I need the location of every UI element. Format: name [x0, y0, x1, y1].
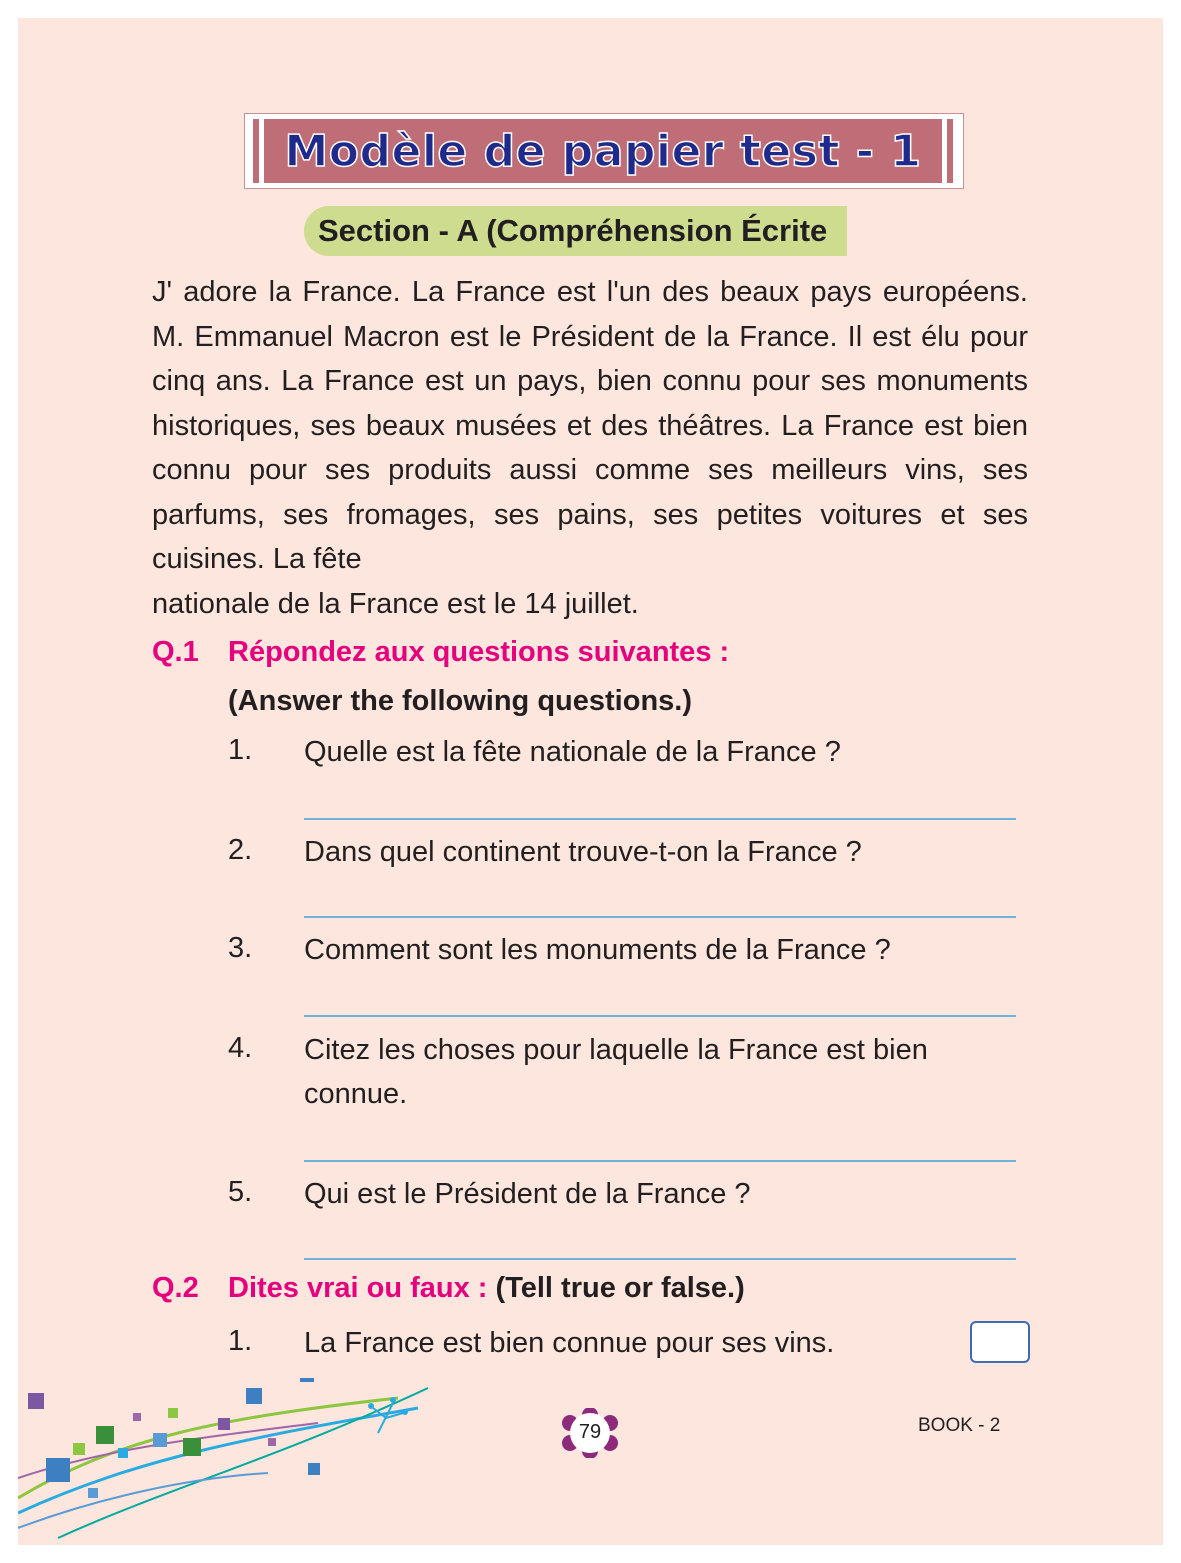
true-false-answer-box[interactable]	[970, 1321, 1030, 1363]
q1-item-text: Comment sont les monuments de la France ?	[304, 934, 891, 966]
q1-item-text: Dans quel continent trouve-t-on la France ?	[304, 836, 862, 868]
passage-text: J' adore la France. La France est l'un des beaux pays européens. M. Emmanuel Macron est le Président de la France. Il est élu pour cinq ans. La France est un pays, bien connu pour ses monuments historiques, ses beaux musées et des théâtres. La France est bien connu pour ses produits aussi comme ses meilleurs vins, ses parfums, ses fromages, ses pains, ses petites voitures et ses cuisines. La fête	[152, 276, 1028, 575]
q1-item-number: 3.	[228, 932, 253, 964]
title-banner-edge	[259, 119, 264, 183]
answer-line[interactable]	[304, 818, 1016, 820]
section-heading-text: Section - A (Compréhension Écrite	[318, 213, 828, 248]
section-heading	[304, 206, 847, 256]
title-banner-edge	[942, 119, 947, 183]
title-banner	[253, 119, 953, 183]
book-label: BOOK - 2	[918, 1415, 1001, 1436]
answer-line[interactable]	[304, 1015, 1016, 1017]
answer-line[interactable]	[304, 916, 1016, 918]
answer-line[interactable]	[304, 1160, 1016, 1162]
q1-item-text: Quelle est la fête nationale de la France ?	[304, 736, 841, 768]
q1-item-number: 4.	[228, 1032, 253, 1064]
q2-item-text: La France est bien connue pour ses vins.	[304, 1327, 835, 1359]
q1-item-text: Citez les choses pour laquelle la France est bien connue.	[304, 1034, 928, 1110]
page-title: Modèle de papier test - 1	[284, 125, 922, 177]
answer-line[interactable]	[304, 1258, 1016, 1260]
question-1-english: (Answer the following questions.)	[228, 685, 692, 717]
q1-item-number: 1.	[228, 734, 253, 766]
q1-item-number: 5.	[228, 1176, 253, 1208]
question-1-heading: Répondez aux questions suivantes :	[228, 636, 730, 668]
title-frame	[244, 113, 964, 189]
question-2-number: Q.2	[152, 1272, 199, 1304]
worksheet-page	[18, 18, 1163, 1545]
reading-passage	[152, 270, 1028, 626]
q2-item-number: 1.	[228, 1325, 253, 1357]
passage-last-line: nationale de la France est le 14 juillet.	[152, 587, 639, 620]
decorative-swirl	[18, 1378, 438, 1545]
q1-item-number: 2.	[228, 834, 253, 866]
q1-item-text: Qui est le Président de la France ?	[304, 1178, 751, 1210]
question-1-number: Q.1	[152, 636, 199, 668]
page-number-badge	[558, 1408, 622, 1458]
page-number: 79	[578, 1421, 602, 1443]
question-2-heading-row	[228, 1272, 745, 1305]
question-2-heading: Dites vrai ou faux :	[228, 1272, 488, 1304]
question-2-english: (Tell true or false.)	[495, 1272, 745, 1304]
